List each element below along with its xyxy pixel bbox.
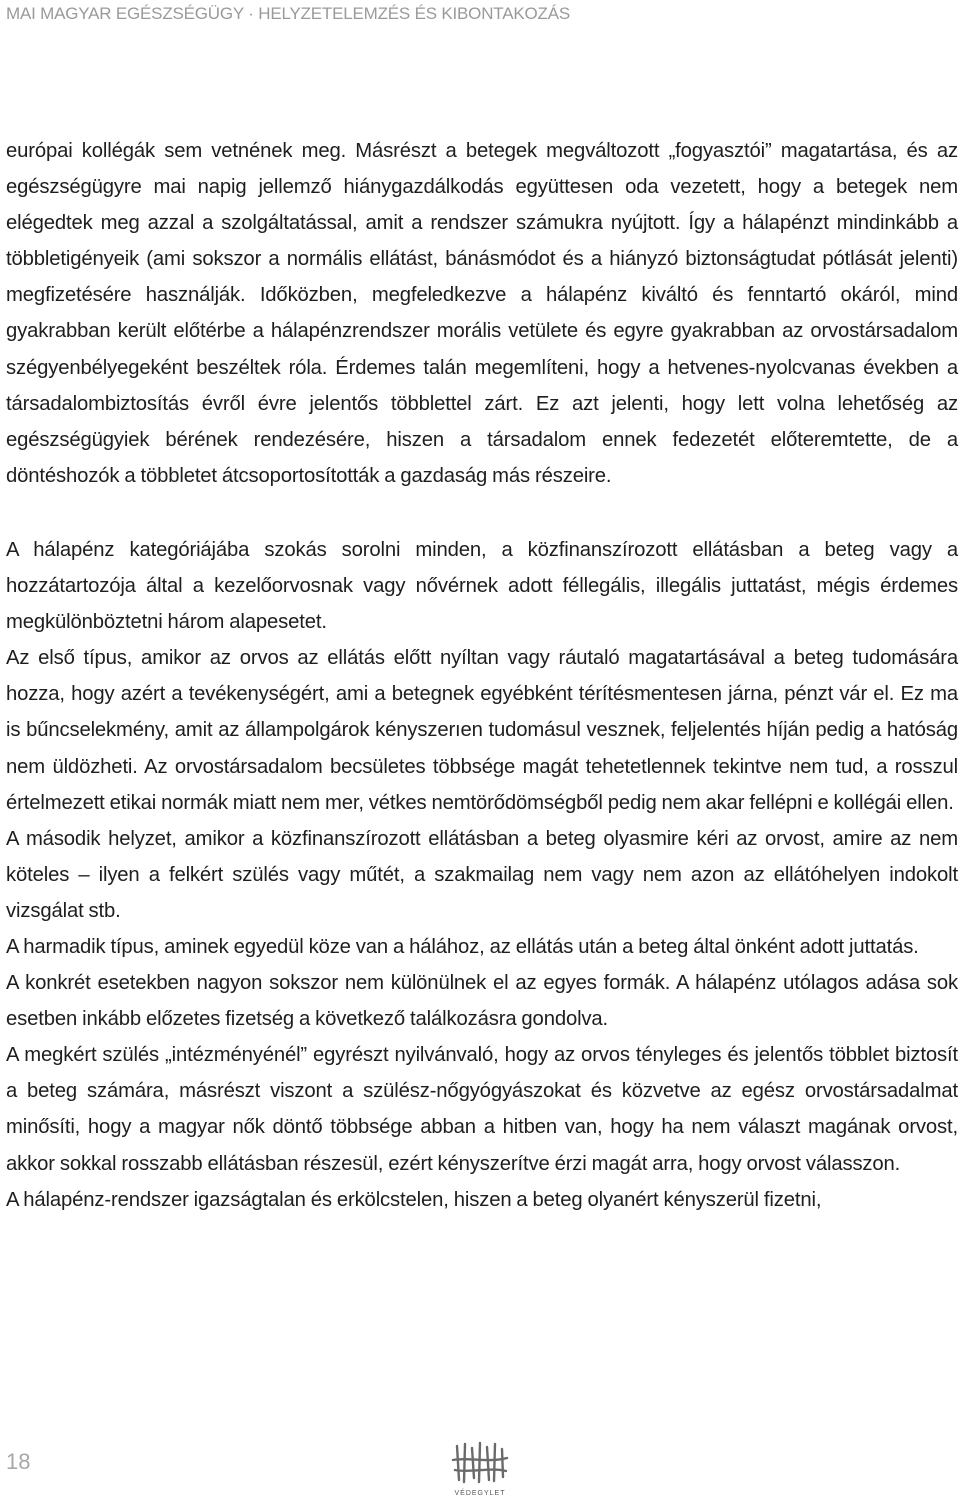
paragraph-4: A második helyzet, amikor a közfinanszírozott ellátásban a beteg olyasmire kéri az orvost, amire az nem köteles – ilyen a felkért szülés vagy műtét, a szakmailag nem vagy nem azon az ellátóhelyen indokolt vizsgálat stb.	[6, 827, 958, 922]
paragraph-6: A konkrét esetekben nagyon sokszor nem különülnek el az egyes formák. A hálapénz utólagos adása sok esetben inkább előzetes fizetség a következő találkozásra gondolva.	[6, 972, 958, 1031]
body-text	[6, 133, 958, 1218]
vedegylet-logo-icon	[449, 1440, 511, 1488]
paragraph-1: európai kollégák sem vetnének meg. Másrészt a betegek megváltozott „fogyasztói” magatartása, és az egészségügyre mai napig jellemző hiánygazdálkodás együttesen oda vezetett, hogy a betegek nem elégedtek meg azzal a szolgáltatással, amit a rendszer számukra nyújtott. Így a hálapénzt mindinkább a többletigényeik (ami sokszor a normális ellátást, bánásmódot és a hiányzó biztonságtudat pótlását jelenti) megfizetésére használják. Időközben, megfeledkezve a hálapénz kiváltó és fenntartó okáról, mind gyakrabban került előtérbe a hálapénzrendszer morális vetülete és egyre gyakrabban az orvostársadalom szégyenbélyegeként beszéltek róla. Érdemes talán megemlíteni, hogy a hetvenes-nyolcvanas években a társadalombiztosítás évről évre jelentős többlettel zárt. Ez azt jelenti, hogy lett volna lehetőség az egészségügyiek bérének rendezésére, hiszen a társadalom ennek fedezetét előteremtette, de a döntéshozók a többletet átcsoportosították a gazdaság más részeire.	[6, 140, 958, 487]
paragraph-2: A hálapénz kategóriájába szokás sorolni minden, a közfinanszírozott ellátásban a beteg vagy a hozzátartozója által a kezelőorvosnak vagy nővérnek adott féllegális, illegális juttatást, mégis érdemes megkülönböztetni három alapesetet.	[6, 538, 958, 634]
vedegylet-logo	[449, 1440, 511, 1502]
running-header: MAI MAGYAR EGÉSZSÉGÜGY · HELYZETELEMZÉS ÉS KIBONTAKOZÁS	[6, 4, 570, 23]
paragraph-7: A megkért szülés „intézményénél” egyrészt nyilvánvaló, hogy az orvos tényleges és jelentős többlet biztosít a beteg számára, másrészt viszont a szülész-nőgyógyászokat és közvetve az egész orvostársadalmat minősíti, hogy a magyar nők döntő többsége abban a hitben van, hogy ha nem választ magának orvost, akkor sokkal rosszabb ellátásban részesül, ezért kényszerítve érzi magát arra, hogy orvost válasszon.	[6, 1044, 958, 1175]
page-number: 18	[6, 1449, 31, 1474]
paragraph-3: Az első típus, amikor az orvos az ellátás előtt nyíltan vagy ráutaló magatartásával a beteg tudomására hozza, hogy azért a tevékenységért, ami a betegnek egyébként térítésmentesen járna, pénzt vár el. Ez ma is bűncselekmény, amit az állampolgárok kényszerıen tudomásul vesznek, feljelentés híján pedig a hatóság nem üldözheti. Az orvostársadalom becsületes többsége magát tehetetlennek tekintve nem tud, a rosszul értelmezett etikai normák miatt nem mer, vétkes nemtörődömségből pedig nem akar fellépni e kollégái ellen.	[6, 647, 958, 814]
paragraph-8: A hálapénz-rendszer igazságtalan és erkölcstelen, hiszen a beteg olyanért kényszerül fizetni,	[6, 1188, 822, 1211]
logo-caption: VÉDEGYLET	[454, 1490, 506, 1497]
paragraph-5: A harmadik típus, aminek egyedül köze van a hálához, az ellátás után a beteg által önként adott juttatás.	[6, 935, 919, 958]
section-gap	[6, 494, 958, 532]
